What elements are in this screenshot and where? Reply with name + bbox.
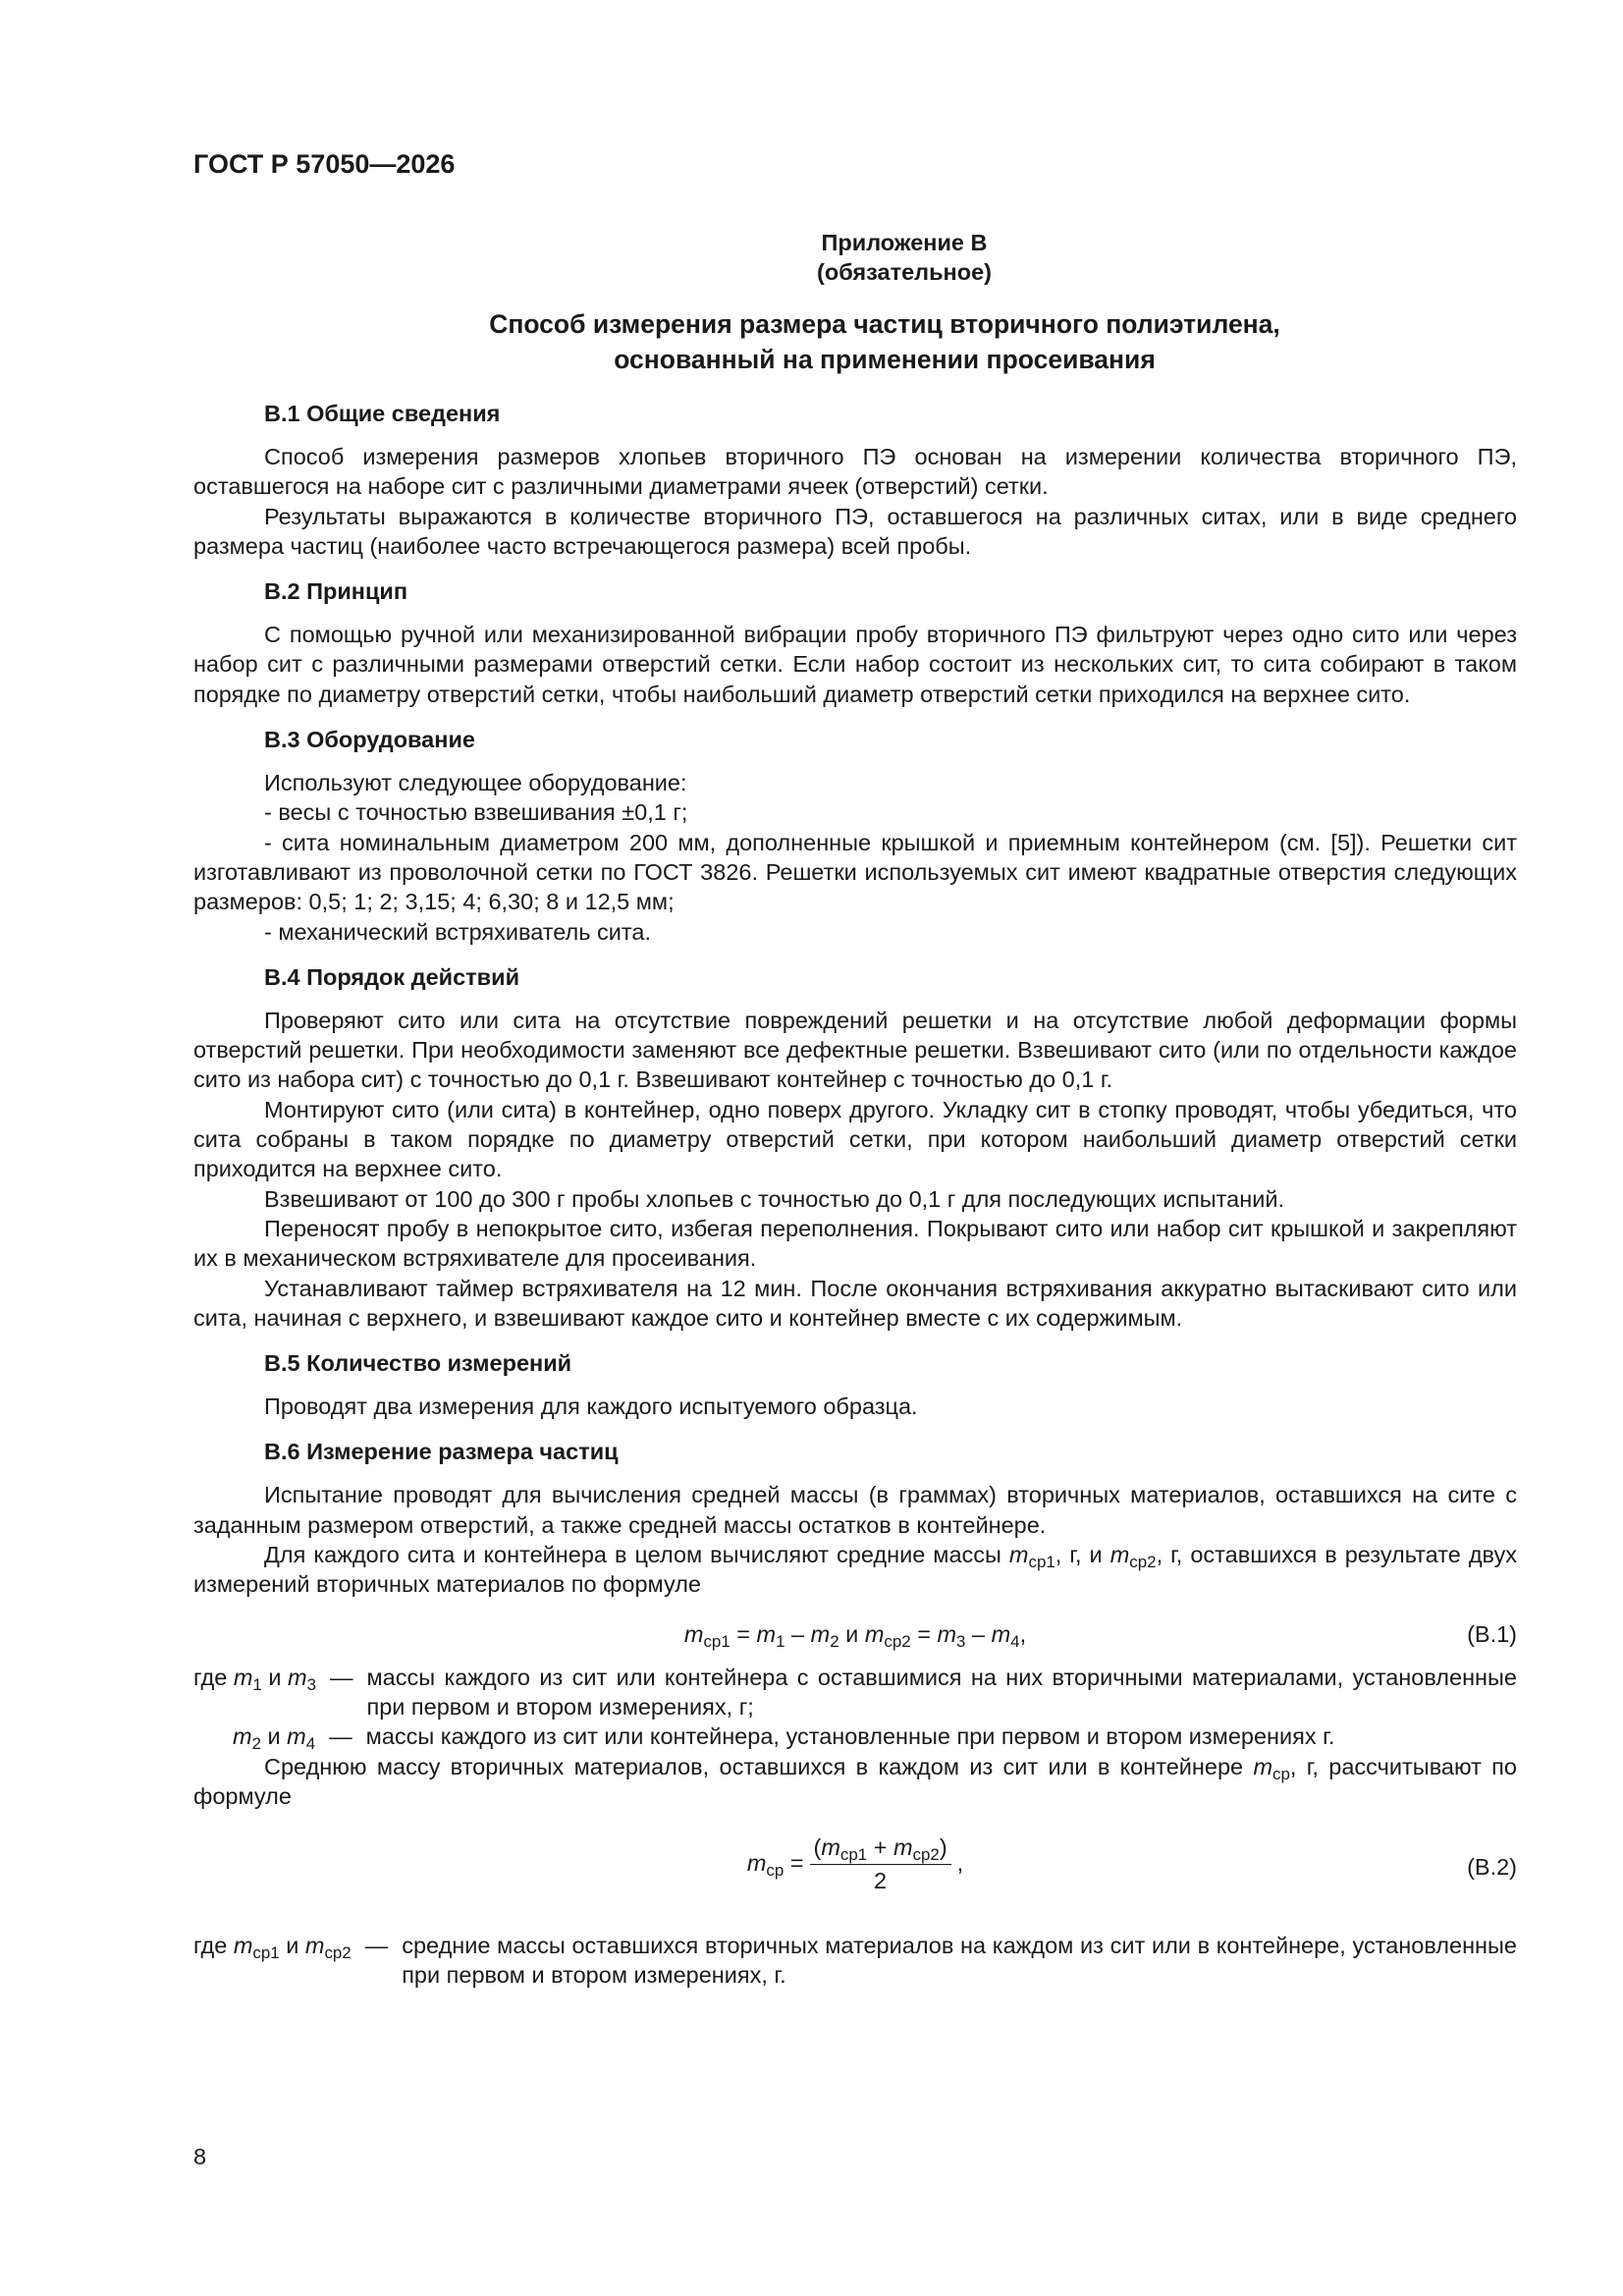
document-code: ГОСТ Р 57050—2026 [193,149,456,179]
paragraph-text: , г, рассчитывают по формуле [193,1753,1517,1809]
where-label: где $m_1$ и $m_3$ [193,1664,316,1694]
paragraph: Проводят два измерения для каждого испытуемого образца. [264,1394,918,1420]
section-heading-b6: В.6 Измерение размера частиц [264,1439,619,1465]
list-intro: Используют следующее оборудование: [264,770,687,796]
where-text: массы каждого из сит или контейнера, установленные при первом и втором измерениях г. [365,1723,1335,1750]
paragraph: Проверяют сито или сита на отсутствие повреждений решетки и на отсутствие любой деформации формы отверстий решетки. При необходимости заменяют все дефектные решетки. Взвешивают сито (или по отдельности каждое сито из набора сит) с точностью до 0,1 г. Взвешивают контейнер с точностью до 0,1 г. [193,1007,1517,1093]
formula-b1 [193,1610,1517,1659]
formula-b2 [193,1825,1517,1919]
where-dash: — [329,1723,352,1750]
annex-title: Приложение В [821,230,988,255]
section-heading-b5: В.5 Количество измерений [264,1350,572,1377]
paragraph: Способ измерения размеров хлопьев вторичного ПЭ основан на измерении количества вторичного ПЭ, оставшегося на наборе сит с различными диаметрами ячеек (отверстий) сетки. [193,444,1517,500]
paragraph: Для каждого сита и контейнера в целом вычисляют средние массы $m_{ср1}$, г, и $m_{ср2}$, г, оставшихся в результате двух измерений вторичных материалов по формуле [193,1542,1517,1598]
where-label: $m_2$ и $m_4$ [233,1723,316,1754]
list-item: - механический встряхиватель сита. [264,918,652,945]
section-heading-b4: В.4 Порядок действий [264,963,520,990]
formula-expression [193,1831,1517,1896]
where-text: средние массы оставшихся вторичных материалов на каждом из сит или в контейнере, установленные при первом и втором измерениях, г. [402,1933,1517,1989]
where-clause [193,1931,1517,1991]
fraction-numerator: $(m_{ср1} + m_{ср2})$ [810,1831,951,1865]
formula-number: (В.2) [1467,1854,1517,1881]
fraction-denominator: 2 [874,1868,888,1894]
formula-number: (В.1) [1467,1620,1517,1647]
paragraph: С помощью ручной или механизированной вибрации пробу вторичного ПЭ фильтруют через одно сито или через набор сит с различными размерами отверстий сетки. Если набор состоит из нескольких сит, то сита собирают в таком порядке по диаметру отверстий сетки, чтобы наибольший диаметр отверстий сетки приходился на верхнее сито. [193,622,1517,707]
section-heading-b2: В.2 Принцип [264,578,408,605]
where-label: где $m_{ср1}$ и $m_{ср2}$ [193,1933,352,1963]
annex-heading [252,306,1517,377]
paragraph: Взвешивают от 100 до 300 г пробы хлопьев с точностью до 0,1 г для последующих испытаний. [264,1185,1285,1212]
page-content [193,228,1517,1991]
paragraph: Устанавливают таймер встряхивателя на 12 мин. После окончания встряхивания аккуратно вытаскивают сито или сита, начиная с верхнего, и взвешивают каждое сито и контейнер вместе с их содержимым. [193,1275,1517,1331]
paragraph-text: , г, и [1055,1542,1110,1568]
paragraph: Переносят пробу в непокрытое сито, избегая переполнения. Покрывают сито или набор сит крышкой и закрепляют их в механическом встряхивателе для просеивания. [193,1215,1517,1272]
paragraph: Результаты выражаются в количестве вторичного ПЭ, оставшегося на различных ситах, или в виде среднего размера частиц (наиболее часто встречающегося размера) всей пробы. [193,503,1517,559]
formula-lhs: $m_{ср}$ = [746,1850,804,1881]
list-item: - весы с точностью взвешивания ±0,1 г; [264,799,688,826]
section-heading-b3: В.3 Оборудование [264,727,475,753]
page-number: 8 [193,2144,207,2169]
where-clause [193,1722,1517,1754]
where-text: массы каждого из сит или контейнера с оставшимися на них вторичными материалами, установленные при первом и втором измерениях, г; [366,1664,1517,1720]
where-clause [193,1663,1517,1722]
annex-heading-line1: Способ измерения размера частиц вторичного полиэтилена, [489,309,1280,339]
annex-heading-line2: основанный на применении просеивания [614,345,1156,374]
where-dash: — [329,1664,353,1690]
paragraph-text: Среднюю массу вторичных материалов, оставшихся в каждом из сит или в контейнере [264,1753,1254,1779]
paragraph: Среднюю массу вторичных материалов, оставшихся в каждом из сит или в контейнере $m_{ср}$, г, рассчитывают по формуле [193,1753,1517,1809]
annex-status: (обязательное) [817,259,992,285]
formula-expression: $m_{ср1} = m_1 - m_2$ и $m_{ср2} = m_3 - m_4$, [683,1620,1027,1651]
paragraph-text: , г, оставшихся в результате двух измерений вторичных материалов по формуле [193,1542,1517,1598]
formula-fraction [810,1831,951,1896]
paragraph: Монтируют сито (или сита) в контейнер, одно поверх другого. Укладку сит в стопку проводят, чтобы убедиться, что сита собраны в таком порядке по диаметру отверстий сетки, при котором наибольший диаметр отверстий сетки приходится на верхнее сито. [193,1096,1517,1182]
paragraph: Испытание проводят для вычисления средней массы (в граммах) вторичных материалов, оставшихся на сите с заданным размером отверстий, а также средней массы остатков в контейнере. [193,1482,1517,1538]
list-item: - сита номинальным диаметром 200 мм, дополненные крышкой и приемным контейнером (см. [5]). Решетки сит изготавливают из проволочной сетки по ГОСТ 3826. Решетки используемых сит имеют квадратные отверстия следующих размеров: 0,5; 1; 2; 3,15; 4; 6,30; 8 и 12,5 мм; [193,829,1517,915]
section-heading-b1: В.1 Общие сведения [264,401,501,426]
where-dash: — [364,1933,389,1959]
paragraph-text: Для каждого сита и контейнера в целом вычисляют средние массы [264,1542,1009,1568]
formula-comma: , [956,1850,964,1877]
